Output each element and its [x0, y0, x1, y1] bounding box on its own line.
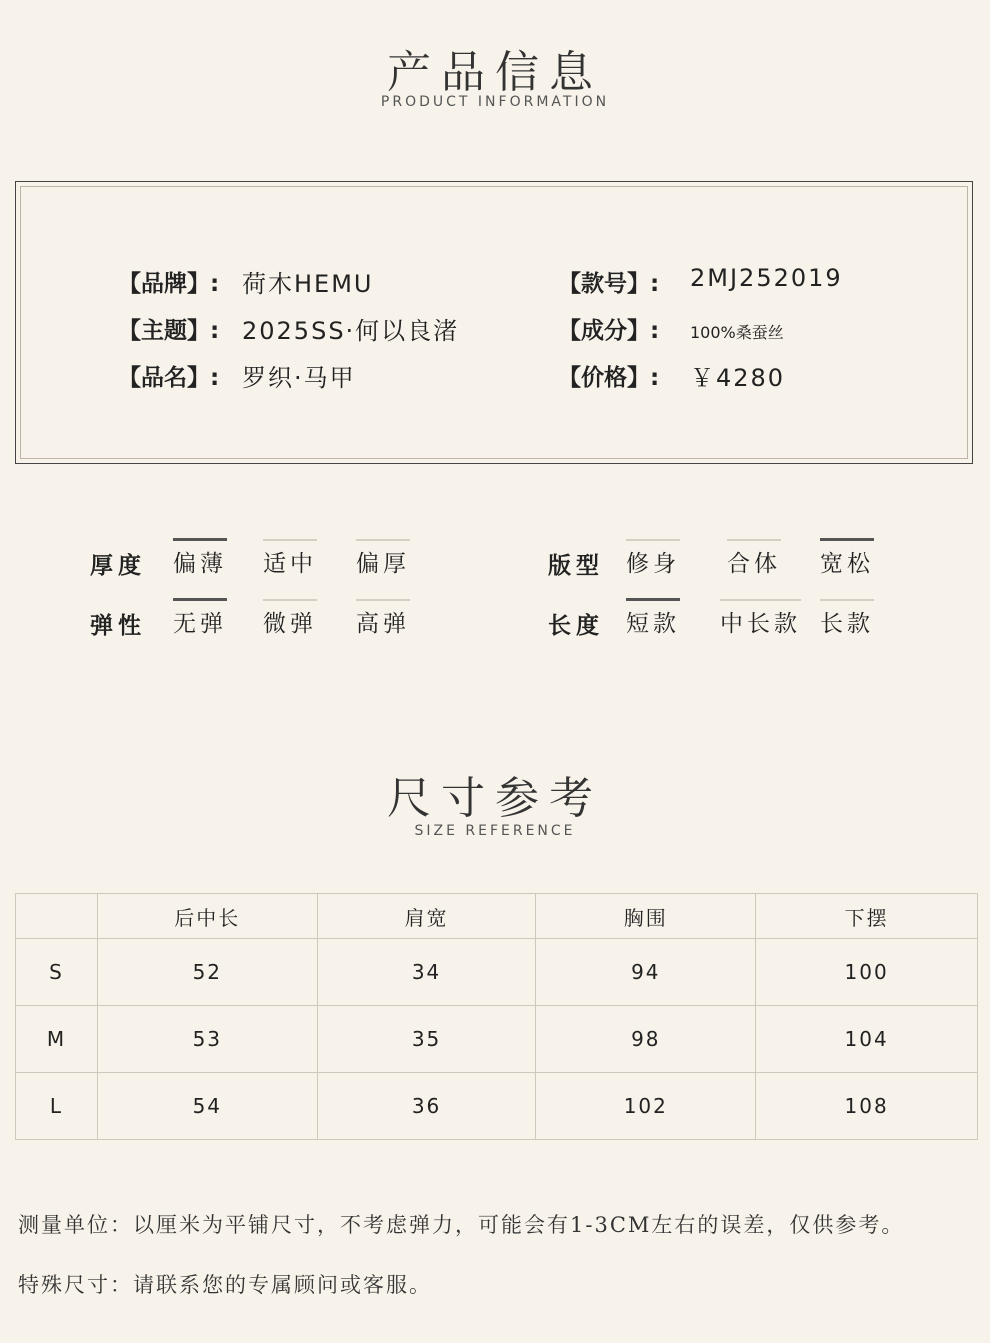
- style-number-label: 【款号】:: [558, 271, 660, 297]
- size-table-header-back-length: 后中长: [97, 894, 317, 939]
- material-label: 【成分】:: [558, 318, 660, 344]
- theme-label: 【主题】:: [118, 318, 220, 344]
- table-cell: 54: [97, 1073, 317, 1140]
- fit-label: 版型: [548, 553, 604, 579]
- fit-option-loose: 宽松: [820, 538, 874, 578]
- table-cell: 108: [756, 1073, 978, 1140]
- brand-value: 荷木HEMU: [242, 270, 374, 298]
- size-table-header-chest: 胸围: [536, 894, 756, 939]
- product-name-label: 【品名】:: [118, 365, 220, 391]
- size-table-header-corner: [16, 894, 98, 939]
- thickness-option-thick: 偏厚: [356, 539, 410, 578]
- size-table-header-hem: 下摆: [756, 894, 978, 939]
- size-table: [15, 893, 978, 1140]
- size-table-header-shoulder: 肩宽: [317, 894, 536, 939]
- thickness-option-medium: 适中: [263, 539, 317, 578]
- table-cell: 36: [317, 1073, 536, 1140]
- table-cell: 53: [97, 1006, 317, 1073]
- size-table-header-row: [16, 894, 978, 939]
- elasticity-option-slight: 微弹: [263, 599, 317, 638]
- length-option-long: 长款: [820, 599, 874, 638]
- brand-label: 【品牌】:: [118, 271, 220, 297]
- length-option-mid: 中长款: [720, 599, 801, 638]
- price-value: ￥4280: [690, 364, 786, 392]
- fit-option-regular: 合体: [727, 539, 781, 578]
- style-number-value: 2MJ252019: [690, 264, 843, 292]
- table-row: [16, 1006, 978, 1073]
- price-label: 【价格】:: [558, 365, 660, 391]
- table-cell: 52: [97, 939, 317, 1006]
- table-cell: 34: [317, 939, 536, 1006]
- elasticity-option-none: 无弹: [173, 598, 227, 638]
- length-option-short: 短款: [626, 598, 680, 638]
- product-info-title: 产品信息: [387, 47, 603, 98]
- elasticity-option-high: 高弹: [356, 599, 410, 638]
- size-cell: S: [16, 939, 98, 1006]
- table-cell: 100: [756, 939, 978, 1006]
- table-cell: 35: [317, 1006, 536, 1073]
- length-label: 长度: [548, 613, 604, 639]
- material-value: 100%桑蚕丝: [690, 323, 784, 342]
- thickness-label: 厚度: [90, 553, 146, 579]
- size-reference-subtitle: SIZE REFERENCE: [414, 823, 576, 839]
- fit-option-slim: 修身: [626, 539, 680, 578]
- table-row: [16, 939, 978, 1006]
- product-info-subtitle: PRODUCT INFORMATION: [380, 94, 610, 110]
- table-cell: 94: [536, 939, 756, 1006]
- size-reference-title: 尺寸参考: [387, 773, 603, 824]
- thickness-option-thin: 偏薄: [173, 538, 227, 578]
- product-name-value: 罗织·马甲: [242, 364, 356, 392]
- measurement-note: 测量单位：以厘米为平铺尺寸，不考虑弹力，可能会有1-3CM左右的误差，仅供参考。: [18, 1213, 905, 1237]
- table-cell: 98: [536, 1006, 756, 1073]
- elasticity-label: 弹性: [90, 613, 146, 639]
- table-cell: 102: [536, 1073, 756, 1140]
- size-cell: M: [16, 1006, 98, 1073]
- special-size-note: 特殊尺寸：请联系您的专属顾问或客服。: [18, 1273, 432, 1297]
- size-cell: L: [16, 1073, 98, 1140]
- table-cell: 104: [756, 1006, 978, 1073]
- theme-value: 2025SS·何以良渚: [242, 317, 460, 345]
- table-row: [16, 1073, 978, 1140]
